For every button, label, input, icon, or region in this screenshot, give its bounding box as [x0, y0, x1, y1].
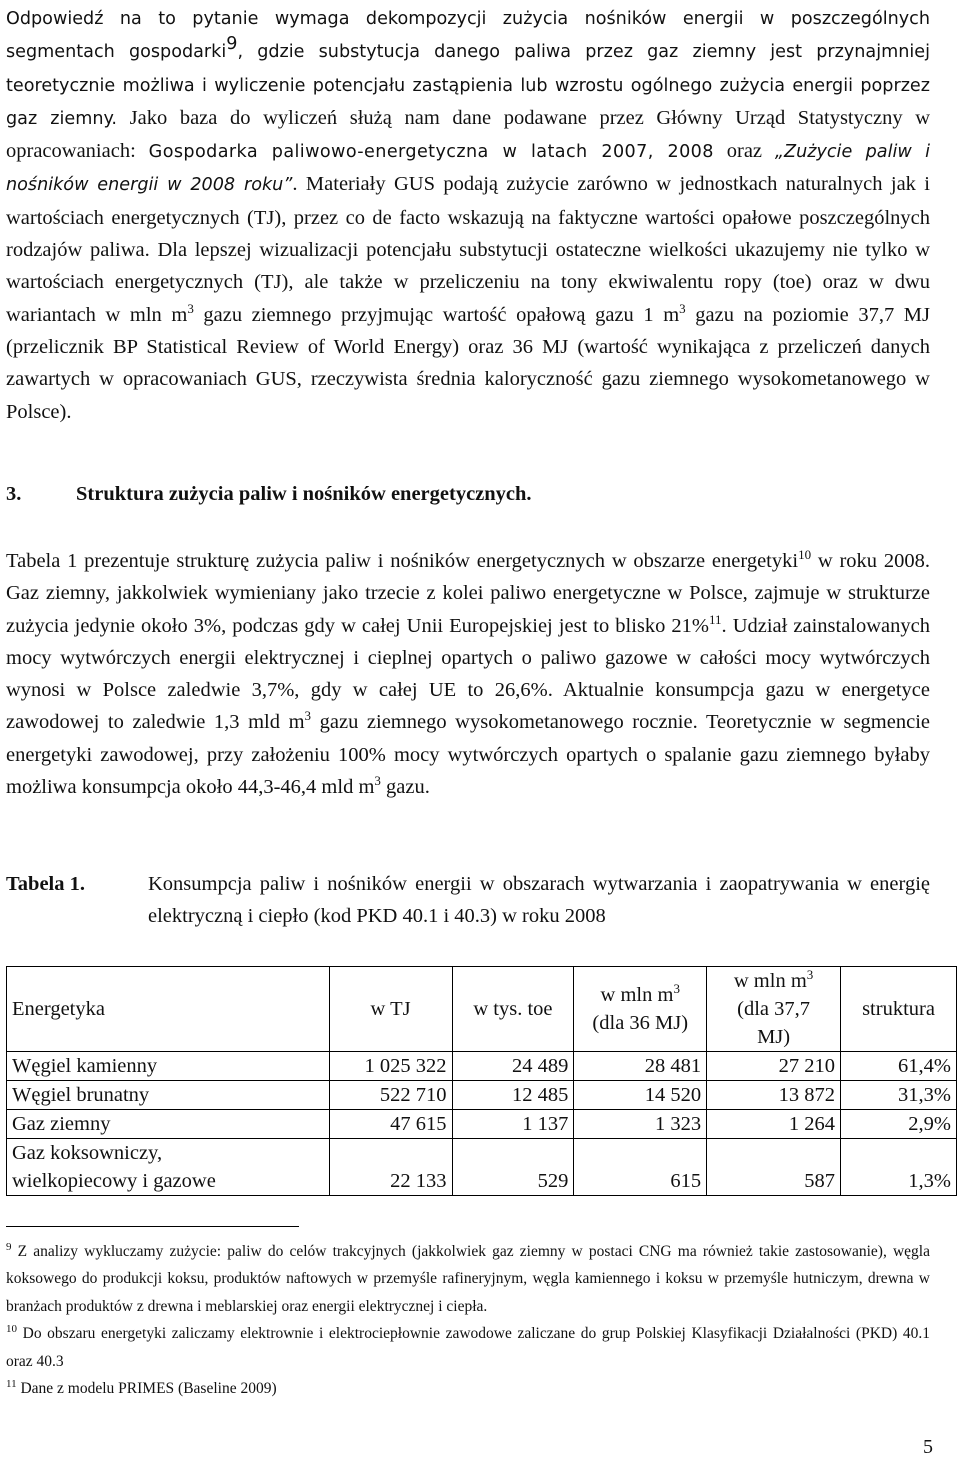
body-text-4: . Udział zainstalowanych mocy wytwórczych energii elektrycznej i cieplnej opartych o paliwo gazowe w całości mocy wytwórczych wynosi w Polsce zaledwie 3,7%, gdy w całej UE to 26,6%. Aktualnie konsumpcja gazu w energetyce zawodowej to zaledwie 1,3 mld m	[6, 614, 930, 734]
header-mln-m3-36	[574, 967, 707, 1052]
table-row	[7, 1052, 957, 1081]
gus-publication-1: Gospodarka paliwowo-energetyczna w latach 2007, 2008	[148, 142, 714, 163]
superscript-3: 3	[806, 967, 814, 982]
cell-share: 2,9%	[841, 1110, 957, 1139]
footnote-text: Z analizy wykluczamy zużycie: paliw do celów trakcyjnych (jakkolwiek gaz ziemny w postaci CNG ma również takie zastosowanie), węgla koksowego do produkcji koksu, produktów naftowych w przemyśle rafineryjnym, węgla kamiennego i koksu w przemyśle hutniczym, drewna w branżach produktów z drewna i meblarskiej oraz energii elektrycznej i ciepła.	[6, 1243, 930, 1315]
header-tj: w TJ	[329, 967, 452, 1052]
cell-toe: 24 489	[452, 1052, 574, 1081]
intro-text-5: . Materiały GUS podają zużycie zarówno w jednostkach naturalnych jak i wartościach energetycznych (TJ), przez co de facto wskazują na faktyczne wartości opałowe poszczególnych rodzajów paliwa.	[6, 173, 930, 262]
header-unit: w mln m	[733, 970, 807, 992]
cell-m377: 27 210	[707, 1052, 841, 1081]
cell-tj: 47 615	[329, 1110, 452, 1139]
page-number: 5	[923, 1436, 933, 1458]
footnote-ref-10: 10	[798, 547, 812, 562]
intro-text-8: gazu na poziomie 37,7 MJ (przelicznik BP Statistical Review of World Energy) oraz 36 MJ (wartość wynikająca z przeliczeń danych zawartych w opracowaniach GUS, rzeczywista średnia kaloryczność gazu ziemnego wysokometanowego w Polsce).	[6, 303, 930, 423]
header-variant: (dla 37,7	[737, 998, 811, 1020]
table-caption	[6, 868, 930, 933]
footnote-ref-9: 9	[226, 34, 238, 55]
superscript-3: 3	[304, 708, 312, 724]
superscript-3: 3	[374, 773, 381, 789]
table-caption-text: Konsumpcja paliw i nośników energii w obszarach wytwarzania i zaopatrywania w energię elektryczną i ciepło (kod PKD 40.1 i 40.3) w roku 2008	[148, 873, 930, 928]
header-energetyka: Energetyka	[7, 967, 330, 1052]
header-unit: w mln m	[600, 984, 674, 1006]
cell-share: 31,3%	[841, 1081, 957, 1110]
cell-m36: 28 481	[574, 1052, 707, 1081]
intro-text-2: , gdzie substytucja danego paliwa przez gaz ziemny jest przynajmniej teoretycznie możliwa i wyliczenie potencjału zastąpienia lub wzrostu ogólnego zużycia energii poprzez gaz ziemny.	[6, 42, 930, 129]
superscript-3: 3	[673, 981, 680, 996]
superscript-3: 3	[679, 300, 686, 316]
body-paragraph	[6, 545, 930, 803]
intro-paragraph	[6, 2, 930, 428]
body-text-3: Gaz ziemny, jakkolwiek wymieniany jako trzecie z kolei paliwo energetyczne w Polsce, zajmuje w strukturze zużycia jedynie około 3%, podczas gdy w całej Unii Europejskiej jest to blisko 21%	[6, 582, 930, 637]
footnote-9	[6, 1238, 930, 1320]
cell-m36: 1 323	[574, 1110, 707, 1139]
footnote-10	[6, 1320, 930, 1375]
body-text-2: w roku 2008.	[811, 550, 930, 572]
cell-tj: 22 133	[329, 1139, 452, 1196]
footnote-number: 11	[6, 1378, 17, 1391]
row-name: Węgiel brunatny	[7, 1081, 330, 1110]
section-title: Struktura zużycia paliw i nośników energetycznych.	[76, 483, 532, 505]
footnote-number: 10	[6, 1323, 17, 1336]
header-variant-unit: MJ)	[757, 1026, 791, 1048]
footnote-text: Do obszaru energetyki zaliczamy elektrownie i elektrociepłownie zawodowe zaliczane do grup Polskiej Klasyfikacji Działalności (PKD) 40.1 oraz 40.3	[6, 1325, 930, 1370]
footnotes	[6, 1238, 930, 1402]
consumption-table	[6, 966, 957, 1196]
row-name: Gaz ziemny	[7, 1110, 330, 1139]
cell-toe: 12 485	[452, 1081, 574, 1110]
gus-publication-2: „Zużycie paliw i nośników energii w 2008 roku”	[6, 142, 930, 196]
cell-share: 61,4%	[841, 1052, 957, 1081]
header-struktura: struktura	[841, 967, 957, 1052]
footnote-separator	[6, 1226, 299, 1227]
section-number: 3.	[6, 483, 22, 505]
intro-text-3: Jako baza do wyliczeń służą nam dane podawane przez Główny Urząd Statystyczny w opracowaniach:	[6, 106, 931, 163]
table-row	[7, 1081, 957, 1110]
section-heading	[6, 478, 532, 510]
cell-toe: 1 137	[452, 1110, 574, 1139]
cell-tj: 522 710	[329, 1081, 452, 1110]
header-toe: w tys. toe	[452, 967, 574, 1052]
row-name-line: wielkopiecowy i gazowe	[12, 1170, 216, 1192]
footnote-11	[6, 1375, 930, 1402]
cell-m377: 587	[707, 1139, 841, 1196]
intro-text-7: gazu ziemnego przyjmując wartość opałową gazu 1 m	[193, 303, 680, 326]
row-name	[7, 1139, 330, 1196]
header-variant: (dla 36 MJ)	[592, 1012, 689, 1034]
footnote-text: Dane z modelu PRIMES (Baseline 2009)	[16, 1380, 277, 1398]
intro-text-4: oraz	[713, 140, 775, 163]
table-caption-label: Tabela 1.	[6, 873, 85, 895]
table-row	[7, 1139, 957, 1196]
superscript-3: 3	[187, 300, 194, 316]
footnote-number: 9	[6, 1241, 12, 1253]
table-header-row	[7, 967, 957, 1052]
header-mln-m3-377	[707, 967, 841, 1052]
body-text-5: gazu ziemnego wysokometanowego rocznie. Teoretycznie w segmencie energetyki zawodowej, przy założeniu 100% mocy wytwórczych opartych o spalanie gazu ziemnego byłaby możliwa konsumpcja około 44,3-46,4 mld m	[6, 711, 930, 799]
body-text-1: Tabela 1 prezentuje strukturę zużycia paliw i nośników energetycznych w obszarze energetyki	[6, 550, 799, 572]
row-name: Węgiel kamienny	[7, 1052, 330, 1081]
intro-text-6: Dla lepszej wizualizacji potencjału substytucji ostateczne wielkości ukazujemy nie tylko w wartościach energetycznych (TJ), ale także w przeliczeniu na tony ekwiwalentu ropy (toe) oraz w dwu wariantach w mln m	[6, 239, 931, 326]
cell-share: 1,3%	[841, 1139, 957, 1196]
cell-toe: 529	[452, 1139, 574, 1196]
body-text-6: gazu.	[380, 776, 430, 799]
table-row	[7, 1110, 957, 1139]
cell-m36: 615	[574, 1139, 707, 1196]
cell-tj: 1 025 322	[329, 1052, 452, 1081]
cell-m36: 14 520	[574, 1081, 707, 1110]
footnote-ref-11: 11	[709, 611, 722, 627]
row-name-line: Gaz koksowniczy,	[12, 1142, 163, 1164]
intro-text-1: Odpowiedź na to pytanie wymaga dekompozycji zużycia nośników energii w poszczególnych segmentach gospodarki	[6, 9, 930, 63]
cell-m377: 1 264	[707, 1110, 841, 1139]
cell-m377: 13 872	[707, 1081, 841, 1110]
